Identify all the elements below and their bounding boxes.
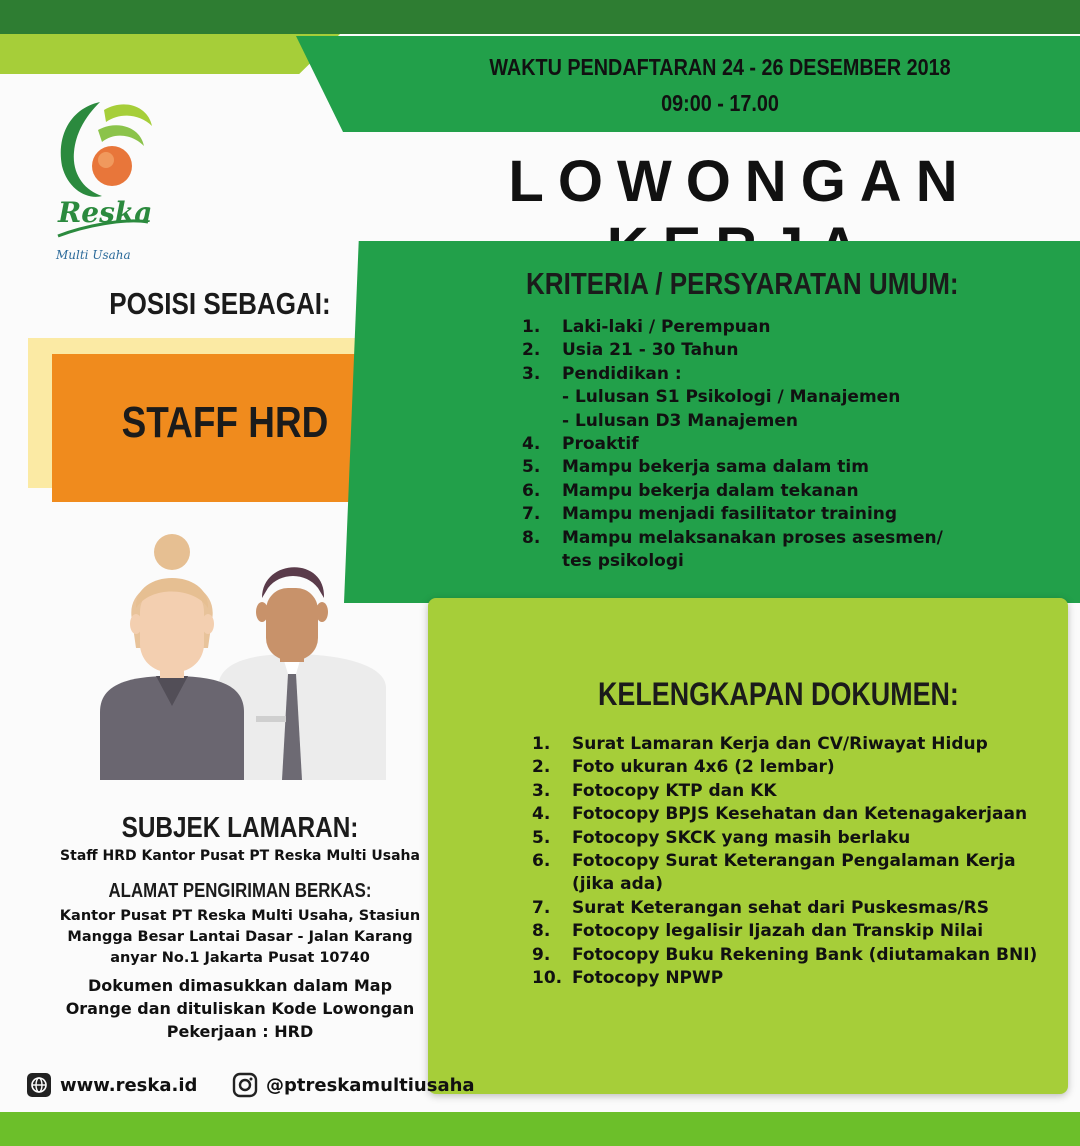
list-item-number: 6. bbox=[522, 480, 541, 501]
address-line: Kantor Pusat PT Reska Multi Usaha, Stasiun bbox=[59, 908, 421, 924]
criteria-list bbox=[522, 316, 1022, 573]
list-item-number: 9. bbox=[532, 944, 551, 965]
list-item bbox=[522, 456, 1022, 479]
list-item-text: Proaktif bbox=[562, 434, 639, 455]
list-item-number: 1. bbox=[532, 734, 551, 754]
list-item bbox=[522, 316, 1022, 339]
list-item-number: 5. bbox=[522, 457, 541, 478]
position-label: POSISI SEBAGAI: bbox=[109, 286, 331, 321]
list-item bbox=[522, 363, 1022, 386]
list-item-text: Surat Keterangan sehat dari Puskesmas/RS bbox=[572, 897, 989, 918]
list-item bbox=[522, 386, 1022, 409]
registration-banner bbox=[296, 36, 1080, 132]
list-item-number: 2. bbox=[532, 757, 551, 778]
list-item bbox=[532, 733, 1052, 756]
list-item-text: Fotocopy KTP dan KK bbox=[572, 780, 777, 801]
list-item-text: Laki-laki / Perempuan bbox=[562, 317, 771, 337]
list-item-number bbox=[532, 873, 572, 896]
list-item bbox=[522, 480, 1022, 503]
list-item-text: tes psikologi bbox=[562, 551, 684, 572]
documents-title: KELENGKAPAN DOKUMEN: bbox=[598, 676, 959, 712]
list-item bbox=[522, 503, 1022, 526]
bottom-border bbox=[0, 1112, 1080, 1146]
address-line: Mangga Besar Lantai Dasar - Jalan Karang bbox=[67, 929, 413, 945]
list-item bbox=[532, 920, 1052, 943]
list-item-text: Fotocopy NPWP bbox=[572, 968, 724, 989]
list-item-text: (jika ada) bbox=[572, 874, 664, 895]
logo-subtitle: Multi Usaha bbox=[56, 248, 131, 262]
address-title: ALAMAT PENGIRIMAN BERKAS: bbox=[108, 880, 372, 902]
list-item bbox=[532, 803, 1052, 826]
list-item-text: Fotocopy BPJS Kesehatan dan Ketenagakerjaan bbox=[572, 804, 1028, 825]
registration-dates: WAKTU PENDAFTARAN 24 - 26 DESEMBER 2018 bbox=[489, 54, 951, 80]
list-item-text: Surat Lamaran Kerja dan CV/Riwayat Hidup bbox=[572, 734, 988, 754]
documents-list bbox=[532, 733, 1052, 990]
subject-value: Staff HRD Kantor Pusat PT Reska Multi Usaha bbox=[60, 848, 420, 864]
list-item-number: 8. bbox=[532, 921, 551, 942]
address-text bbox=[40, 906, 440, 969]
list-item-text: Mampu bekerja sama dalam tim bbox=[562, 457, 869, 478]
list-item-number: 8. bbox=[522, 527, 541, 548]
list-item bbox=[522, 433, 1022, 456]
list-item-number: 1. bbox=[522, 317, 541, 337]
list-item-text: Mampu melaksanakan proses asesmen/ bbox=[562, 527, 943, 548]
list-item-text: Mampu menjadi fasilitator training bbox=[562, 504, 898, 525]
registration-hours: 09:00 - 17.00 bbox=[661, 90, 779, 116]
list-item-text: Mampu bekerja dalam tekanan bbox=[562, 480, 859, 501]
website-link[interactable] bbox=[26, 1072, 197, 1098]
submission-note bbox=[40, 974, 440, 1043]
list-item bbox=[522, 410, 1022, 433]
list-item-number: 7. bbox=[522, 504, 541, 525]
list-item bbox=[532, 967, 1052, 990]
list-item bbox=[532, 873, 1052, 896]
list-item-text: Fotocopy Surat Keterangan Pengalaman Kerja bbox=[572, 851, 1016, 872]
instagram-icon bbox=[232, 1072, 258, 1098]
instagram-text: @ptreskamultiusaha bbox=[266, 1074, 475, 1096]
list-item bbox=[532, 944, 1052, 967]
list-item bbox=[532, 827, 1052, 850]
criteria-title: KRITERIA / PERSYARATAN UMUM: bbox=[526, 266, 959, 301]
instagram-link[interactable] bbox=[232, 1072, 475, 1098]
page-title: LOWONGAN bbox=[508, 149, 972, 214]
web-icon bbox=[26, 1072, 52, 1098]
list-item-number: 10. bbox=[532, 968, 563, 989]
list-item-text: Fotocopy legalisir Ijazah dan Transkip Nilai bbox=[572, 921, 984, 942]
list-item-number: 3. bbox=[532, 780, 551, 801]
reska-logo-icon bbox=[44, 90, 164, 270]
note-line: Pekerjaan : HRD bbox=[166, 1022, 314, 1041]
list-item-number bbox=[522, 550, 562, 573]
list-item bbox=[522, 339, 1022, 362]
list-item-text: Fotocopy Buku Rekening Bank (diutamakan BNI) bbox=[572, 944, 1038, 965]
list-item bbox=[532, 897, 1052, 920]
address-line: anyar No.1 Jakarta Pusat 10740 bbox=[110, 950, 370, 966]
list-item-number: 6. bbox=[532, 851, 551, 872]
list-item-number bbox=[522, 410, 562, 433]
list-item-number: 4. bbox=[522, 434, 541, 455]
list-item bbox=[532, 756, 1052, 779]
list-item-text: Foto ukuran 4x6 (2 lembar) bbox=[572, 757, 835, 778]
list-item-number: 2. bbox=[522, 340, 541, 361]
list-item-number bbox=[522, 386, 562, 409]
list-item-text: - Lulusan S1 Psikologi / Manajemen bbox=[562, 387, 901, 408]
website-text: www.reska.id bbox=[60, 1074, 198, 1096]
list-item-text: - Lulusan D3 Manajemen bbox=[562, 410, 798, 431]
position-title: STAFF HRD bbox=[121, 398, 329, 447]
note-line: Orange dan dituliskan Kode Lowongan bbox=[65, 999, 415, 1018]
list-item bbox=[532, 780, 1052, 803]
list-item-number: 7. bbox=[532, 897, 551, 918]
note-line: Dokumen dimasukkan dalam Map bbox=[87, 976, 393, 995]
subject-title: SUBJEK LAMARAN: bbox=[121, 812, 359, 844]
list-item bbox=[532, 850, 1052, 873]
list-item-number: 3. bbox=[522, 363, 541, 384]
logo-wordmark: Reska bbox=[58, 196, 153, 229]
list-item-number: 4. bbox=[532, 804, 551, 825]
top-border bbox=[0, 0, 1080, 34]
list-item bbox=[522, 527, 1022, 550]
list-item-number: 5. bbox=[532, 827, 551, 848]
list-item-text: Pendidikan : bbox=[562, 363, 682, 384]
lime-accent-strip bbox=[0, 34, 340, 74]
list-item-text: Usia 21 - 30 Tahun bbox=[562, 340, 739, 361]
list-item bbox=[522, 550, 1022, 573]
list-item-text: Fotocopy SKCK yang masih berlaku bbox=[572, 827, 911, 848]
